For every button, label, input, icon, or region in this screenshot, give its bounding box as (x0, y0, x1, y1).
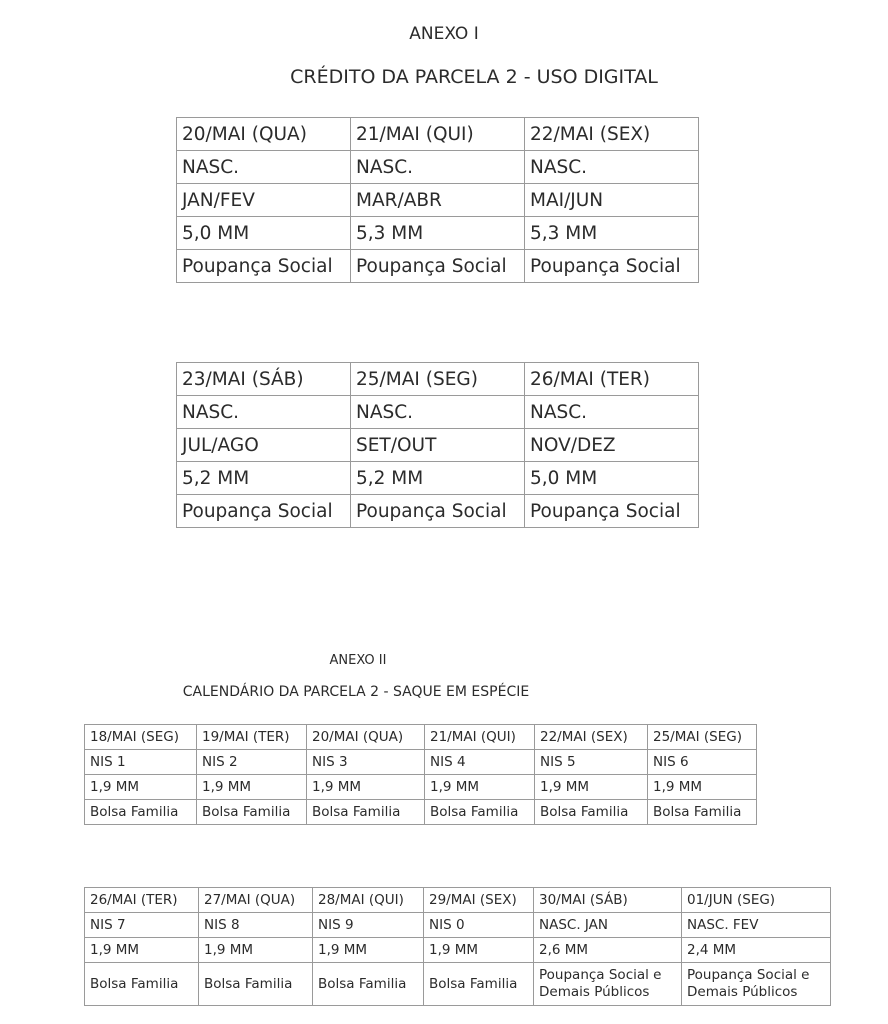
table-cell: 26/MAI (TER) (525, 363, 699, 396)
table-cell: Poupança Social (177, 495, 351, 528)
table-row (177, 363, 699, 396)
table-cell: NASC. (177, 151, 351, 184)
table-cell: 20/MAI (QUA) (307, 725, 425, 750)
table-cell: 1,9 MM (424, 938, 534, 963)
table-cell: 21/MAI (QUI) (351, 118, 525, 151)
table-row (85, 750, 757, 775)
table-row (85, 913, 831, 938)
table-cell: Poupança Social (525, 250, 699, 283)
table-row (177, 151, 699, 184)
table-cell: 1,9 MM (197, 775, 307, 800)
table-cell: 1,9 MM (535, 775, 648, 800)
table-cell: 1,9 MM (648, 775, 757, 800)
table-row (85, 775, 757, 800)
table-cell: 25/MAI (SEG) (351, 363, 525, 396)
table-cell: Bolsa Familia (197, 800, 307, 825)
table-cell: JAN/FEV (177, 184, 351, 217)
anexo-2-subtitle: CALENDÁRIO DA PARCELA 2 - SAQUE EM ESPÉCIE (182, 684, 530, 700)
table-row (85, 888, 831, 913)
table-cell: 30/MAI (SÁB) (534, 888, 682, 913)
table-row (177, 396, 699, 429)
table-cell: NIS 2 (197, 750, 307, 775)
table-cell: NASC. FEV (682, 913, 831, 938)
table-cell: NIS 1 (85, 750, 197, 775)
table-cell: NIS 9 (313, 913, 424, 938)
anexo-2-table-2 (84, 887, 831, 1006)
table-cell: SET/OUT (351, 429, 525, 462)
table-row (85, 963, 831, 1006)
table-cell: 2,6 MM (534, 938, 682, 963)
table-cell: Bolsa Familia (85, 800, 197, 825)
table-cell: 5,3 MM (525, 217, 699, 250)
table-cell: 22/MAI (SEX) (535, 725, 648, 750)
table-cell: NIS 6 (648, 750, 757, 775)
table-cell: NASC. (525, 396, 699, 429)
table-cell: 5,0 MM (177, 217, 351, 250)
table-cell: Bolsa Familia (425, 800, 535, 825)
table-cell: 1,9 MM (199, 938, 313, 963)
table-row (177, 184, 699, 217)
table-row (177, 429, 699, 462)
table-cell: Bolsa Familia (85, 963, 199, 1006)
table-cell: NIS 3 (307, 750, 425, 775)
anexo-1-subtitle: CRÉDITO DA PARCELA 2 - USO DIGITAL (290, 66, 658, 88)
table-cell: Bolsa Familia (535, 800, 648, 825)
table-cell: Bolsa Familia (648, 800, 757, 825)
anexo-2-title: ANEXO II (329, 653, 387, 668)
table-cell: NIS 8 (199, 913, 313, 938)
table-row (85, 938, 831, 963)
table-cell: NIS 4 (425, 750, 535, 775)
anexo-1-table-2 (176, 362, 699, 528)
table-cell: NIS 5 (535, 750, 648, 775)
table-row (177, 118, 699, 151)
table-cell: Poupança Social (525, 495, 699, 528)
table-cell: 21/MAI (QUI) (425, 725, 535, 750)
table-row (177, 462, 699, 495)
table-cell: Poupança Social (351, 495, 525, 528)
table-row (177, 495, 699, 528)
table-row (177, 217, 699, 250)
table-cell: MAI/JUN (525, 184, 699, 217)
table-cell: NIS 0 (424, 913, 534, 938)
table-cell: 23/MAI (SÁB) (177, 363, 351, 396)
anexo-2-table-1 (84, 724, 757, 825)
table-cell: 26/MAI (TER) (85, 888, 199, 913)
table-cell: Bolsa Familia (424, 963, 534, 1006)
table-cell: Bolsa Familia (199, 963, 313, 1006)
table-cell: 01/JUN (SEG) (682, 888, 831, 913)
table-cell: NASC. (351, 151, 525, 184)
table-cell: 1,9 MM (307, 775, 425, 800)
table-cell: 1,9 MM (85, 938, 199, 963)
table-cell: 2,4 MM (682, 938, 831, 963)
table-cell: 5,2 MM (177, 462, 351, 495)
table-cell: 28/MAI (QUI) (313, 888, 424, 913)
table-cell: 5,2 MM (351, 462, 525, 495)
table-cell: 29/MAI (SEX) (424, 888, 534, 913)
table-cell: 5,0 MM (525, 462, 699, 495)
table-cell: NASC. (525, 151, 699, 184)
anexo-1-title: ANEXO I (409, 24, 479, 44)
table-row (177, 250, 699, 283)
table-cell: Bolsa Familia (307, 800, 425, 825)
table-cell: NASC. (351, 396, 525, 429)
table-cell: 5,3 MM (351, 217, 525, 250)
table-cell: Poupança Social (177, 250, 351, 283)
table-cell: 1,9 MM (425, 775, 535, 800)
table-cell: 1,9 MM (313, 938, 424, 963)
table-cell: NASC. (177, 396, 351, 429)
table-cell: 27/MAI (QUA) (199, 888, 313, 913)
table-row (85, 725, 757, 750)
table-cell: 1,9 MM (85, 775, 197, 800)
table-cell: 20/MAI (QUA) (177, 118, 351, 151)
table-cell: MAR/ABR (351, 184, 525, 217)
table-cell: JUL/AGO (177, 429, 351, 462)
table-cell: 22/MAI (SEX) (525, 118, 699, 151)
table-cell: NIS 7 (85, 913, 199, 938)
table-cell: Poupança Social e Demais Públicos (682, 963, 831, 1006)
table-cell: NASC. JAN (534, 913, 682, 938)
table-cell: 18/MAI (SEG) (85, 725, 197, 750)
table-cell: Poupança Social e Demais Públicos (534, 963, 682, 1006)
table-cell: NOV/DEZ (525, 429, 699, 462)
anexo-1-table-1 (176, 117, 699, 283)
table-cell: Bolsa Familia (313, 963, 424, 1006)
table-cell: 25/MAI (SEG) (648, 725, 757, 750)
table-cell: 19/MAI (TER) (197, 725, 307, 750)
table-row (85, 800, 757, 825)
table-cell: Poupança Social (351, 250, 525, 283)
